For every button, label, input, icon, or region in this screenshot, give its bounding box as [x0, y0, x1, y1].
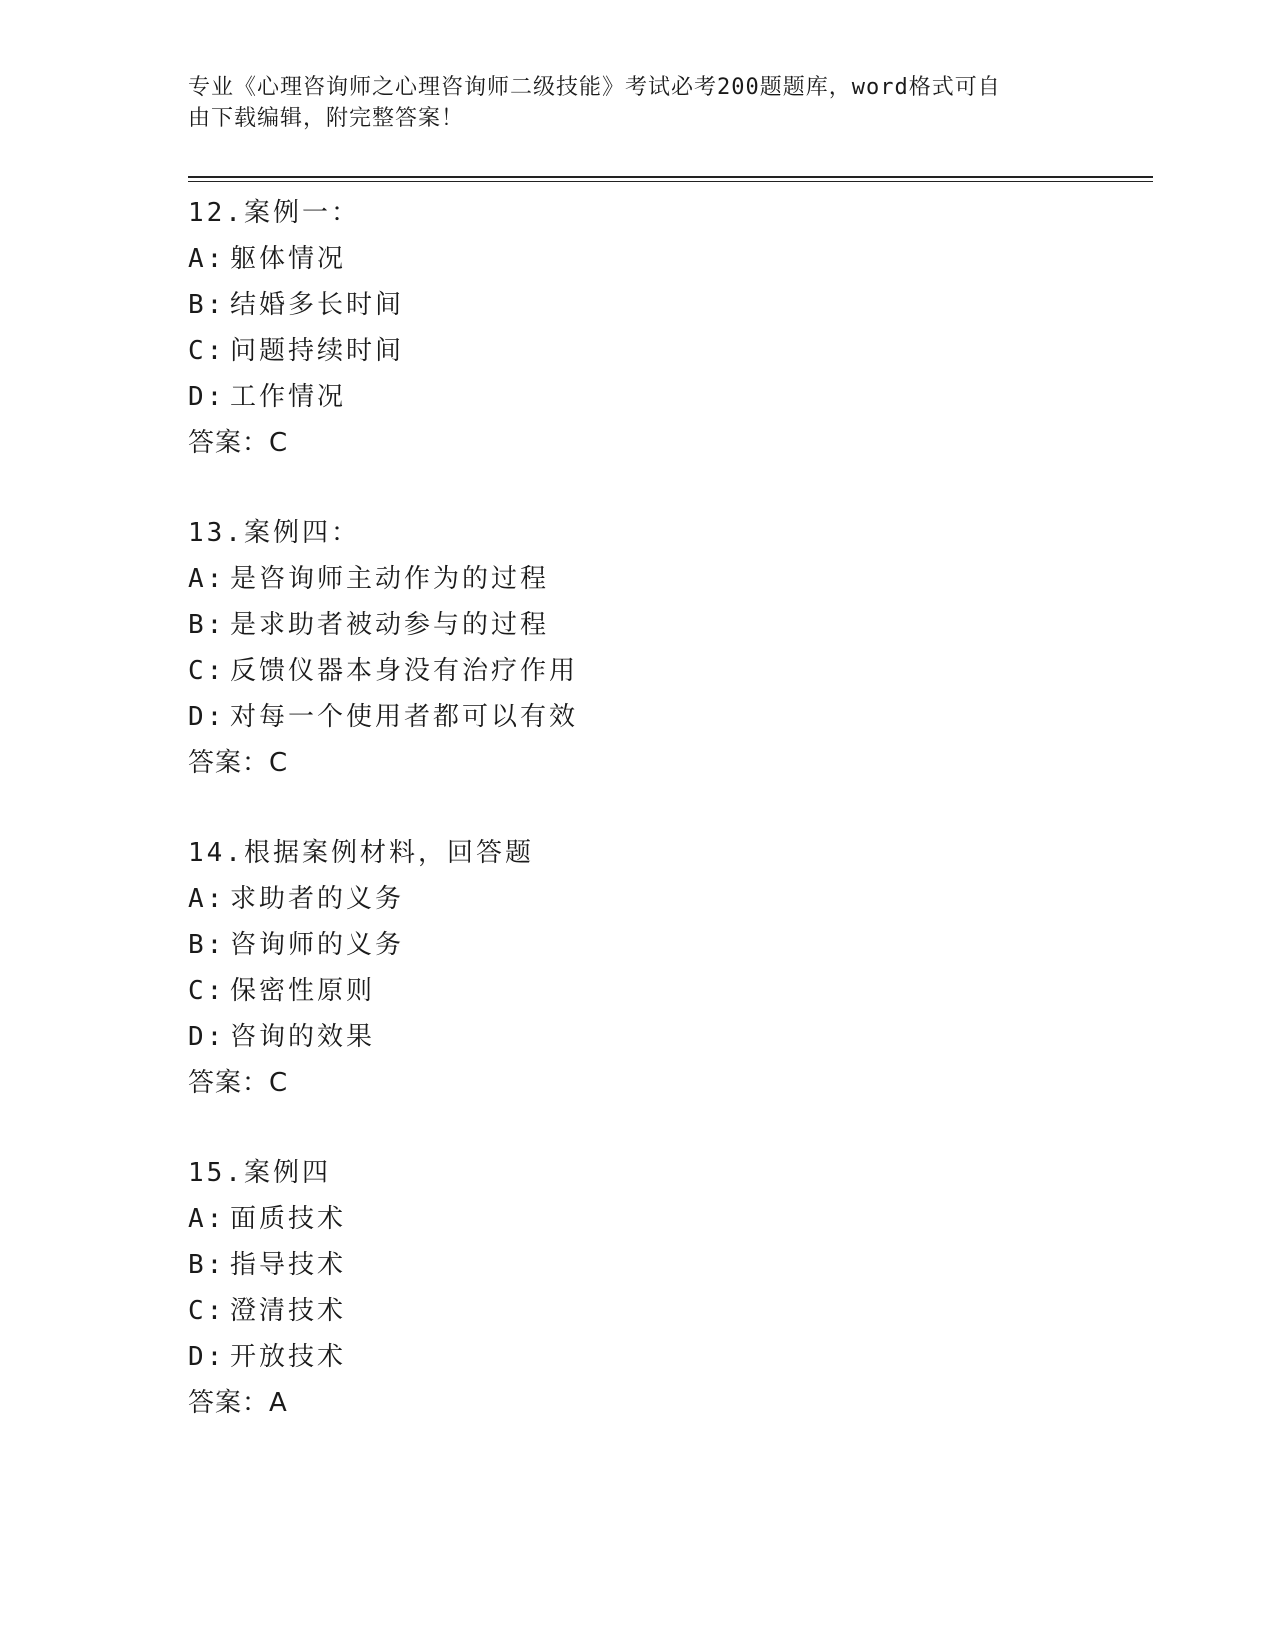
header-line-2: 由下载编辑，附完整答案！ [188, 106, 465, 131]
question-stem: 12.案例一： [188, 198, 360, 228]
option-text: 指导技术 [230, 1250, 347, 1280]
option-text: 躯体情况 [230, 244, 347, 274]
answer-line: 答案：A [188, 1388, 288, 1418]
option-letter: C: [188, 336, 226, 366]
header-line-1: 专业《心理咨询师之心理咨询师二级技能》考试必考200题题库，word格式可自 [188, 75, 1001, 100]
question-15 [188, 1150, 1128, 1426]
question-12 [188, 190, 1128, 466]
option-letter: D: [188, 1022, 226, 1052]
option-a [188, 556, 1128, 602]
question-13 [188, 510, 1128, 786]
option-letter: B: [188, 930, 226, 960]
option-text: 咨询的效果 [230, 1022, 376, 1052]
option-text: 求助者的义务 [230, 884, 405, 914]
option-text: 结婚多长时间 [230, 290, 405, 320]
option-letter: B: [188, 610, 226, 640]
option-text: 反馈仪器本身没有治疗作用 [230, 656, 579, 686]
option-text: 咨询师的义务 [230, 930, 405, 960]
option-letter: D: [188, 1342, 226, 1372]
option-text: 是咨询师主动作为的过程 [230, 564, 550, 594]
option-text: 面质技术 [230, 1204, 347, 1234]
option-letter: C: [188, 656, 226, 686]
option-letter: D: [188, 382, 226, 412]
option-letter: A: [188, 244, 226, 274]
question-stem: 14.根据案例材料，回答题 [188, 838, 534, 868]
answer-line: 答案：C [188, 748, 289, 778]
option-text: 保密性原则 [230, 976, 376, 1006]
option-letter: A: [188, 1204, 226, 1234]
question-stem: 13.案例四： [188, 518, 360, 548]
option-text: 问题持续时间 [230, 336, 405, 366]
option-d [188, 374, 1128, 420]
answer-line: 答案：C [188, 428, 289, 458]
option-b [188, 1242, 1128, 1288]
option-a [188, 236, 1128, 282]
option-letter: C: [188, 976, 226, 1006]
option-letter: B: [188, 290, 226, 320]
option-a [188, 876, 1128, 922]
header-divider-thick [188, 176, 1153, 178]
option-c [188, 1288, 1128, 1334]
option-text: 开放技术 [230, 1342, 347, 1372]
option-b [188, 602, 1128, 648]
option-c [188, 328, 1128, 374]
header-divider-thin [188, 181, 1153, 182]
option-text: 工作情况 [230, 382, 347, 412]
option-letter: A: [188, 884, 226, 914]
option-b [188, 282, 1128, 328]
option-c [188, 648, 1128, 694]
option-letter: D: [188, 702, 226, 732]
option-letter: B: [188, 1250, 226, 1280]
option-letter: C: [188, 1296, 226, 1326]
option-b [188, 922, 1128, 968]
option-text: 澄清技术 [230, 1296, 347, 1326]
option-c [188, 968, 1128, 1014]
question-14 [188, 830, 1128, 1106]
answer-line: 答案：C [188, 1068, 289, 1098]
option-d [188, 1334, 1128, 1380]
question-stem: 15.案例四 [188, 1158, 331, 1188]
option-a [188, 1196, 1128, 1242]
option-d [188, 1014, 1128, 1060]
option-text: 对每一个使用者都可以有效 [230, 702, 579, 732]
option-text: 是求助者被动参与的过程 [230, 610, 550, 640]
option-d [188, 694, 1128, 740]
document-header [188, 72, 1068, 134]
question-list [188, 190, 1128, 1426]
option-letter: A: [188, 564, 226, 594]
